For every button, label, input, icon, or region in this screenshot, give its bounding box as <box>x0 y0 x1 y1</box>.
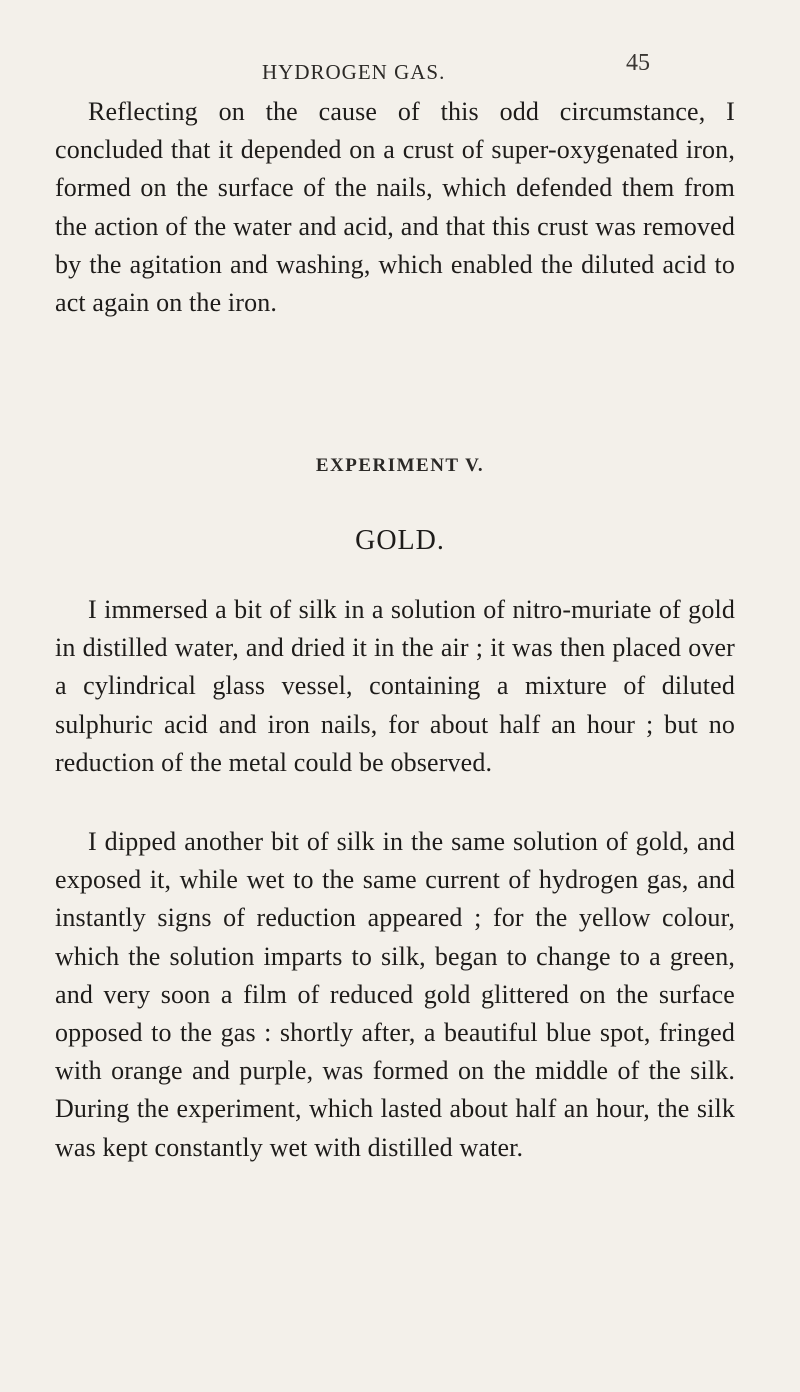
page-number: 45 <box>626 50 650 76</box>
paragraph-reflecting: Reflecting on the cause of this odd circumstance, I concluded that it depended on a crust of super-oxygenated iron, formed on the surface of the nails, which defended them from the action of the water and acid, and that this crust was removed by the agitation and washing, which enabled the diluted acid to act again on the iron. <box>55 97 735 318</box>
paragraph-dipped: I dipped another bit of silk in the same solution of gold, and exposed it, while wet to the same current of hydrogen gas, and instantly signs of reduction appeared ; for the yellow colour, which the solution imparts to silk, began to change to a green, and very soon a film of reduced gold glittered on the surface opposed to the gas : shortly after, a beautiful blue spot, fringed with orange and purple, was formed on the middle of the silk. During the experiment, which lasted about half an hour, the silk was kept constantly wet with distilled water. <box>55 827 735 1162</box>
paragraph-immersed: I immersed a bit of silk in a solution of nitro-muriate of gold in distilled water, and dried it in the air ; it was then placed over a cylindrical glass vessel, containing a mixture of diluted sulphuric acid and iron nails, for about half an hour ; but no reduction of the metal could be observed. <box>55 595 735 777</box>
running-head: HYDROGEN GAS. <box>262 60 446 84</box>
section-title: GOLD. <box>355 525 445 556</box>
experiment-label: EXPERIMENT V. <box>315 455 485 476</box>
